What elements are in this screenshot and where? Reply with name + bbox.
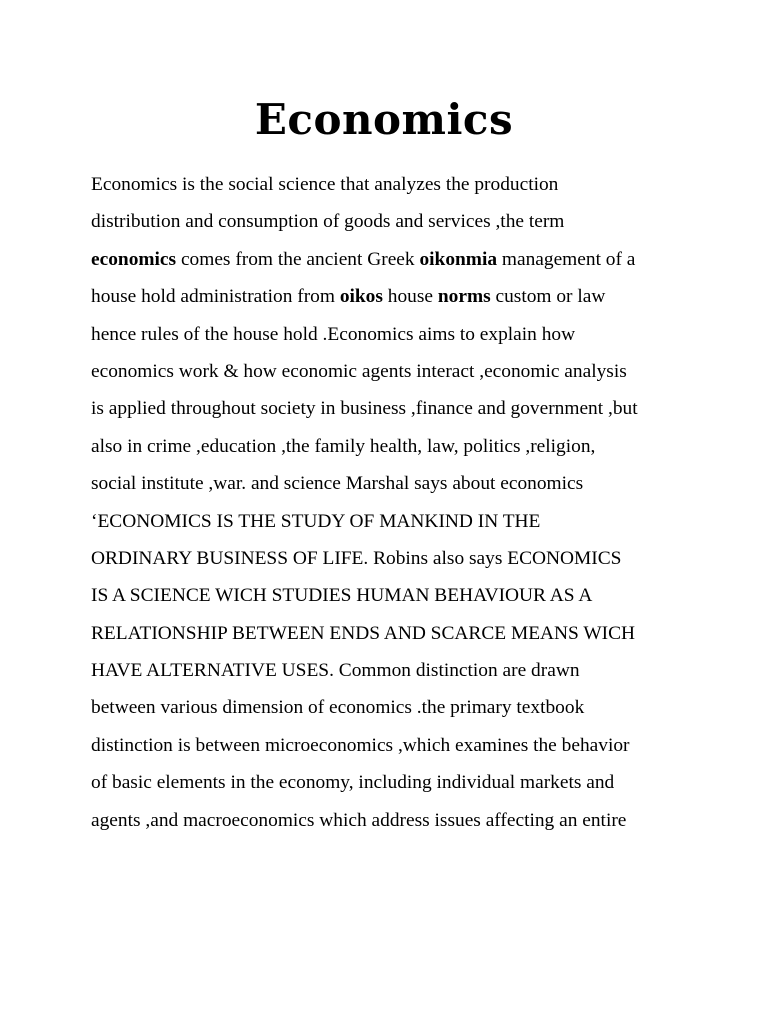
bold-term: oikos: [339, 286, 383, 308]
bold-term: economics: [91, 248, 177, 270]
text-line: [91, 316, 691, 353]
text-line: [91, 166, 691, 203]
text-line: [91, 428, 691, 465]
text-line: [91, 764, 691, 801]
text-segment: IS A SCIENCE WICH STUDIES HUMAN BEHAVIOUR AS A: [91, 585, 593, 607]
text-segment: Economics is the social science that analyzes the production: [91, 174, 559, 195]
text-line: [91, 503, 691, 540]
text-segment: is applied throughout society in business ,finance and government ,but: [91, 398, 638, 420]
text-line: [91, 203, 691, 240]
text-segment: between various dimension of economics .the primary textbook: [91, 697, 585, 719]
text-line: [91, 689, 691, 726]
text-segment: house hold administration from: [91, 286, 340, 308]
text-segment: of basic elements in the economy, including individual markets and: [91, 772, 615, 794]
text-segment: ORDINARY BUSINESS OF LIFE. Robins also says ECONOMICS: [91, 547, 622, 569]
text-line: [91, 615, 691, 652]
text-line: [91, 353, 691, 390]
text-segment: house: [382, 286, 438, 308]
text-line: [91, 540, 691, 577]
text-line: [91, 241, 691, 278]
text-segment: RELATIONSHIP BETWEEN ENDS AND SCARCE MEANS WICH: [91, 622, 636, 644]
text-segment: agents ,and macroeconomics which address issues affecting an entire: [91, 809, 627, 831]
text-line: [91, 802, 691, 839]
text-segment: distinction is between microeconomics ,which examines the behavior: [91, 734, 630, 756]
text-line: [91, 278, 691, 315]
text-segment: comes from the ancient Greek: [176, 248, 420, 270]
text-line: [91, 465, 691, 502]
bold-term: oikonmia: [419, 248, 498, 270]
text-line: [91, 727, 691, 764]
text-segment: also in crime ,education ,the family health, law, politics ,religion,: [91, 435, 596, 457]
text-line: [91, 390, 691, 427]
text-line: [91, 577, 691, 614]
text-segment: hence rules of the house hold .Economics aims to explain how: [91, 323, 576, 345]
text-line: [91, 652, 691, 689]
text-segment: management of a: [497, 248, 636, 270]
text-segment: HAVE ALTERNATIVE USES. Common distinction are drawn: [91, 660, 580, 682]
text-segment: custom or law: [490, 286, 606, 308]
text-segment: economics work & how economic agents interact ,economic analysis: [91, 360, 627, 382]
document-body: [91, 166, 691, 839]
text-segment: ‘ECONOMICS IS THE STUDY OF MANKIND IN THE: [91, 510, 541, 532]
document-title: Economics: [254, 95, 514, 144]
text-segment: social institute ,war. and science Marshal says about economics: [91, 473, 584, 495]
text-segment: distribution and consumption of goods and services ,the term: [91, 211, 565, 233]
bold-term: norms: [437, 286, 491, 308]
